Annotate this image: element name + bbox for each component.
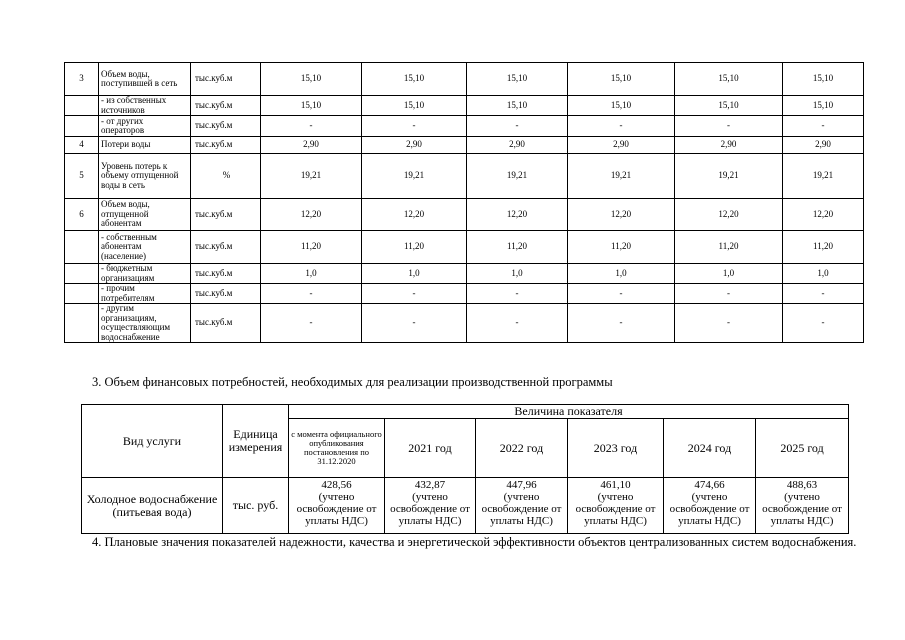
- value-cell: -: [783, 284, 864, 304]
- row-number: 3: [65, 63, 99, 96]
- vat-note: (учтено освобождение от уплаты НДС): [390, 491, 470, 527]
- row-unit: тыс.куб.м: [191, 264, 261, 284]
- row-number: [65, 231, 99, 264]
- value-cell: -: [675, 116, 783, 137]
- value-cell: 11,20: [568, 231, 675, 264]
- row-service: Холодное водоснабжение (питьевая вода): [82, 478, 223, 534]
- value-cell: [476, 478, 568, 534]
- vat-note: (учтено освобождение от уплаты НДС): [762, 491, 842, 527]
- section-3-heading: 3. Объем финансовых потребностей, необходимых для реализации производственной программы: [92, 375, 613, 389]
- row-indicator: Уровень потерь к объему отпущенной воды в сеть: [99, 154, 191, 199]
- value-cell: 2,90: [467, 137, 568, 154]
- header-period: 2021 год: [385, 419, 476, 478]
- value-cell: 2,90: [675, 137, 783, 154]
- row-unit: тыс. руб.: [223, 478, 289, 534]
- value-cell: 15,10: [783, 96, 864, 116]
- value-cell: 15,10: [362, 96, 467, 116]
- table-row: [65, 264, 864, 284]
- row-number: [65, 264, 99, 284]
- vat-note: (учтено освобождение от уплаты НДС): [575, 491, 656, 527]
- row-indicator: - от других операторов: [99, 116, 191, 137]
- table-row: [65, 63, 864, 96]
- header-service: Вид услуги: [82, 405, 223, 478]
- table-row: [65, 284, 864, 304]
- value-cell: -: [261, 304, 362, 343]
- value-cell: 15,10: [675, 96, 783, 116]
- value-cell: [289, 478, 385, 534]
- value-cell: 1,0: [261, 264, 362, 284]
- row-unit: тыс.куб.м: [191, 304, 261, 343]
- value-cell: 15,10: [675, 63, 783, 96]
- value-cell: 15,10: [261, 96, 362, 116]
- row-number: 6: [65, 199, 99, 231]
- value-cell: 2,90: [261, 137, 362, 154]
- table-row: [65, 96, 864, 116]
- value-cell: 11,20: [362, 231, 467, 264]
- value-cell: 1,0: [362, 264, 467, 284]
- row-unit: тыс.куб.м: [191, 63, 261, 96]
- value-cell: 1,0: [783, 264, 864, 284]
- value-cell: [664, 478, 756, 534]
- value-cell: -: [675, 304, 783, 343]
- financial-needs-table: [81, 404, 849, 534]
- value-amount: 432,87: [414, 479, 446, 491]
- row-unit: тыс.куб.м: [191, 96, 261, 116]
- vat-note: (учтено освобождение от уплаты НДС): [296, 491, 377, 527]
- row-number: 5: [65, 154, 99, 199]
- value-cell: 2,90: [783, 137, 864, 154]
- value-cell: 12,20: [568, 199, 675, 231]
- value-cell: 11,20: [261, 231, 362, 264]
- value-amount: 474,66: [694, 479, 725, 491]
- value-cell: 1,0: [675, 264, 783, 284]
- value-cell: 19,21: [362, 154, 467, 199]
- table-row: [65, 116, 864, 137]
- value-cell: -: [467, 116, 568, 137]
- value-cell: 15,10: [467, 96, 568, 116]
- table-row: [65, 231, 864, 264]
- row-indicator: Потери воды: [99, 137, 191, 154]
- value-cell: -: [783, 116, 864, 137]
- value-cell: 15,10: [568, 63, 675, 96]
- value-cell: 15,10: [467, 63, 568, 96]
- value-cell: 15,10: [783, 63, 864, 96]
- value-amount: 461,10: [600, 479, 631, 491]
- row-unit: тыс.куб.м: [191, 231, 261, 264]
- row-unit: тыс.куб.м: [191, 284, 261, 304]
- value-cell: -: [362, 284, 467, 304]
- row-indicator: Объем воды, отпущенной абонентам: [99, 199, 191, 231]
- value-cell: -: [261, 116, 362, 137]
- value-cell: -: [467, 284, 568, 304]
- value-cell: -: [362, 304, 467, 343]
- value-cell: [568, 478, 664, 534]
- header-unit: Единица измерения: [223, 405, 289, 478]
- header-period: 2022 год: [476, 419, 568, 478]
- row-unit: тыс.куб.м: [191, 116, 261, 137]
- row-indicator: - собственным абонентам (население): [99, 231, 191, 264]
- value-cell: 12,20: [675, 199, 783, 231]
- header-period: 2023 год: [568, 419, 664, 478]
- section-4-paragraph: 4. Плановые значения показателей надежности, качества и энергетической эффективности объектов централизованных систем водоснабжения.: [92, 535, 857, 549]
- water-balance-table: [64, 62, 864, 343]
- value-amount: 428,56: [321, 479, 352, 491]
- value-amount: 447,96: [506, 479, 537, 491]
- value-cell: 11,20: [783, 231, 864, 264]
- value-cell: -: [362, 116, 467, 137]
- value-cell: -: [467, 304, 568, 343]
- value-cell: 12,20: [783, 199, 864, 231]
- value-cell: 1,0: [568, 264, 675, 284]
- row-number: [65, 116, 99, 137]
- value-cell: -: [568, 116, 675, 137]
- header-period: 2024 год: [664, 419, 756, 478]
- table-row: [65, 137, 864, 154]
- row-indicator: - другим организациям, осуществляющим водоснабжение: [99, 304, 191, 343]
- row-number: [65, 96, 99, 116]
- row-indicator: - бюджетным организациям: [99, 264, 191, 284]
- row-number: [65, 284, 99, 304]
- value-cell: [756, 478, 849, 534]
- vat-note: (учтено освобождение от уплаты НДС): [481, 491, 562, 527]
- row-unit: %: [191, 154, 261, 199]
- value-cell: 11,20: [467, 231, 568, 264]
- value-cell: -: [261, 284, 362, 304]
- value-cell: 12,20: [467, 199, 568, 231]
- table-row: [65, 304, 864, 343]
- row-unit: тыс.куб.м: [191, 199, 261, 231]
- table-row: [65, 199, 864, 231]
- value-cell: 2,90: [362, 137, 467, 154]
- value-cell: -: [675, 284, 783, 304]
- value-cell: 2,90: [568, 137, 675, 154]
- header-period: 2025 год: [756, 419, 849, 478]
- value-cell: 19,21: [675, 154, 783, 199]
- value-cell: 19,21: [261, 154, 362, 199]
- header-period: с момента официального опубликования постановления по 31.12.2020: [289, 419, 385, 478]
- row-number: 4: [65, 137, 99, 154]
- row-indicator: - прочим потребителям: [99, 284, 191, 304]
- table-row: [65, 154, 864, 199]
- value-cell: -: [568, 284, 675, 304]
- value-amount: 488,63: [786, 479, 818, 491]
- value-cell: 15,10: [261, 63, 362, 96]
- value-cell: 19,21: [783, 154, 864, 199]
- value-cell: -: [783, 304, 864, 343]
- value-cell: 12,20: [261, 199, 362, 231]
- value-cell: 15,10: [568, 96, 675, 116]
- value-cell: 19,21: [568, 154, 675, 199]
- vat-note: (учтено освобождение от уплаты НДС): [669, 491, 750, 527]
- value-cell: [385, 478, 476, 534]
- value-cell: -: [568, 304, 675, 343]
- row-indicator: - из собственных источников: [99, 96, 191, 116]
- value-cell: 11,20: [675, 231, 783, 264]
- value-cell: 19,21: [467, 154, 568, 199]
- row-number: [65, 304, 99, 343]
- row-unit: тыс.куб.м: [191, 137, 261, 154]
- value-cell: 1,0: [467, 264, 568, 284]
- value-cell: 15,10: [362, 63, 467, 96]
- row-indicator: Объем воды, поступившей в сеть: [99, 63, 191, 96]
- header-value-group: Величина показателя: [289, 405, 849, 419]
- value-cell: 12,20: [362, 199, 467, 231]
